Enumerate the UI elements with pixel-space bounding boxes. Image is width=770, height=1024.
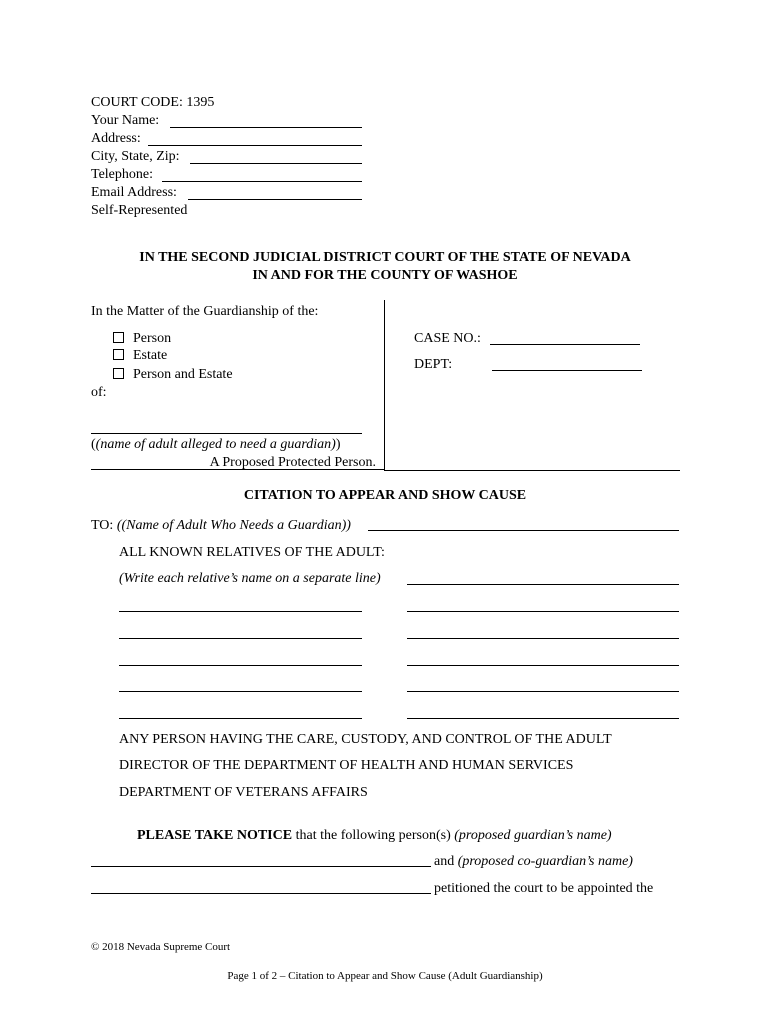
your-name-label: Your Name: (91, 113, 160, 128)
to-prefix: TO: (91, 518, 117, 533)
court-title-line2: IN AND FOR THE COUNTY OF WASHOE (252, 268, 518, 283)
and-text: and (434, 854, 458, 869)
relative-field-0[interactable] (407, 584, 679, 585)
page-footer: Page 1 of 2 – Citation to Appear and Show Cause (Adult Guardianship) (227, 970, 543, 982)
email-field[interactable] (188, 199, 362, 200)
court-title-line1: IN THE SECOND JUDICIAL DISTRICT COURT OF THE STATE OF NEVADA (139, 250, 631, 265)
adult-name-caption: ((name of adult alleged to need a guardian)) (91, 437, 341, 452)
proposed-guardian-field[interactable] (91, 866, 431, 867)
email-label: Email Address: (91, 185, 177, 200)
caption-right-bottom-line (384, 470, 680, 471)
telephone-label: Telephone: (91, 167, 153, 182)
option-person-and-estate[interactable] (113, 366, 233, 384)
co-guardian-line (434, 853, 633, 871)
checkbox-person-and-estate[interactable] (113, 368, 124, 379)
relative-field-7[interactable] (119, 691, 362, 692)
relative-field-4[interactable] (407, 638, 679, 639)
checkbox-estate[interactable] (113, 349, 124, 360)
relatives-heading: ALL KNOWN RELATIVES OF THE ADULT: (119, 545, 385, 560)
option-person[interactable] (113, 330, 171, 348)
of-label: of: (91, 385, 107, 400)
caption-divider (384, 300, 385, 470)
relative-field-8[interactable] (407, 691, 679, 692)
address-label: Address: (91, 131, 141, 146)
adult-needing-guardian-field[interactable] (368, 530, 679, 531)
to-line (91, 517, 351, 535)
matter-label: In the Matter of the Guardianship of the: (91, 304, 319, 319)
telephone-field[interactable] (162, 181, 362, 182)
co-guardian-label: (proposed co-guardian’s name) (457, 854, 633, 869)
city-state-zip-label: City, State, Zip: (91, 149, 180, 164)
protected-person-label: A Proposed Protected Person. (209, 455, 376, 470)
dept-label: DEPT: (414, 357, 453, 372)
option-person-and-estate-label: Person and Estate (133, 367, 233, 382)
checkbox-person[interactable] (113, 332, 124, 343)
copyright: © 2018 Nevada Supreme Court (91, 941, 231, 953)
caption-left-bottom-line (91, 469, 384, 470)
notice-bold: PLEASE TAKE NOTICE (137, 828, 293, 843)
relative-field-3[interactable] (119, 638, 362, 639)
notice-rest: that the following person(s) (292, 828, 455, 843)
address-field[interactable] (148, 145, 362, 146)
relative-field-6[interactable] (407, 665, 679, 666)
relative-field-5[interactable] (119, 665, 362, 666)
adult-name-field[interactable] (91, 433, 362, 434)
court-code: COURT CODE: 1395 (91, 95, 215, 110)
veterans-line: DEPARTMENT OF VETERANS AFFAIRS (119, 785, 368, 800)
care-custody-line: ANY PERSON HAVING THE CARE, CUSTODY, AND CONTROL OF THE ADULT (119, 732, 612, 747)
option-estate-label: Estate (133, 348, 168, 363)
relative-field-9[interactable] (119, 718, 362, 719)
relative-field-1[interactable] (119, 611, 362, 612)
proposed-co-guardian-field[interactable] (91, 893, 431, 894)
dept-field[interactable] (492, 370, 642, 371)
to-label-text: (Name of Adult Who Needs a Guardian) (121, 518, 347, 533)
case-no-field[interactable] (490, 344, 640, 345)
city-state-zip-field[interactable] (190, 163, 362, 164)
relative-field-2[interactable] (407, 611, 679, 612)
adult-name-caption-text: (name of adult alleged to need a guardian) (95, 437, 336, 452)
director-line: DIRECTOR OF THE DEPARTMENT OF HEALTH AND HUMAN SERVICES (119, 758, 574, 773)
notice-line (137, 827, 612, 845)
relatives-instruction: (Write each relative’s name on a separate line) (119, 571, 381, 586)
option-estate[interactable] (113, 347, 167, 365)
citation-title: CITATION TO APPEAR AND SHOW CAUSE (243, 488, 527, 503)
self-represented-label: Self-Represented (91, 203, 188, 218)
option-person-label: Person (133, 331, 172, 346)
to-label: ((Name of Adult Who Needs a Guardian)) (116, 518, 351, 533)
your-name-field[interactable] (170, 127, 362, 128)
petitioned-text: petitioned the court to be appointed the (434, 881, 654, 896)
case-no-label: CASE NO.: (414, 331, 481, 346)
relative-field-10[interactable] (407, 718, 679, 719)
notice-italic: (proposed guardian’s name) (454, 828, 612, 843)
